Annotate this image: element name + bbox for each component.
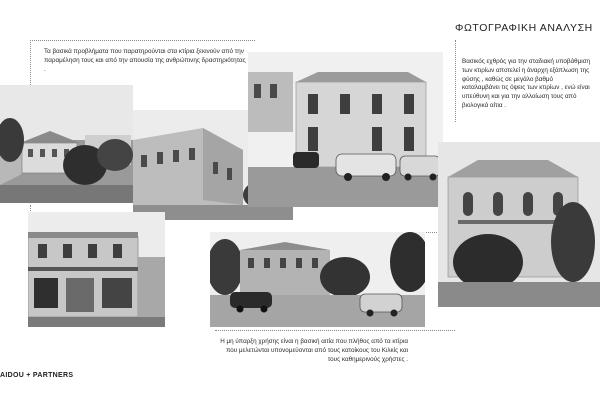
guide-line-bottom (215, 330, 455, 331)
photo-street-parked-cars (210, 232, 425, 327)
guide-line-left-top (30, 40, 31, 85)
photo-storefront-building (28, 212, 165, 327)
photo-balcony-building-right (438, 142, 600, 307)
photo-neoclassical-facade-cars (248, 52, 443, 207)
guide-line-top (30, 40, 255, 41)
partner-credit: AIDOU + PARTNERS (0, 372, 74, 379)
page-title: ΦΩΤΟΓΡΑΦΙΚΗ ΑΝΑΛΥΣΗ (455, 22, 593, 34)
caption-no-use: Η μη ύπαρξη χρήσης είναι η βασική αιτία που πλήθος από τα κτίρια που μελετώνται υπονομεύονται από τους κατοίκους του Κιλκίς και τους καθημερινούς χρήστες . (220, 338, 408, 363)
photo-mansion-trees-left (0, 85, 133, 203)
caption-neglect: Τα βασικά προβλήματα που παρατηρούνται στα κτίρια ξεκινούν από την παραμέληση τους και από την απουσία της ανθρώπινης δραστηριότητας . (44, 48, 246, 73)
guide-line-right (455, 40, 456, 122)
caption-nature: Βασικός εχθρός για την σταδιακή υποβάθμιση των κτιρίων αποτελεί η άναρχη εξάπλωση της φύσης , καθώς σε μεγάλο βαθμό καταλαμβάνει τις όψεις των κτιρίων , ενώ είναι υπεύθυνη και για την αλλοίωση τους από βιολογικά αίτια . (462, 58, 591, 109)
